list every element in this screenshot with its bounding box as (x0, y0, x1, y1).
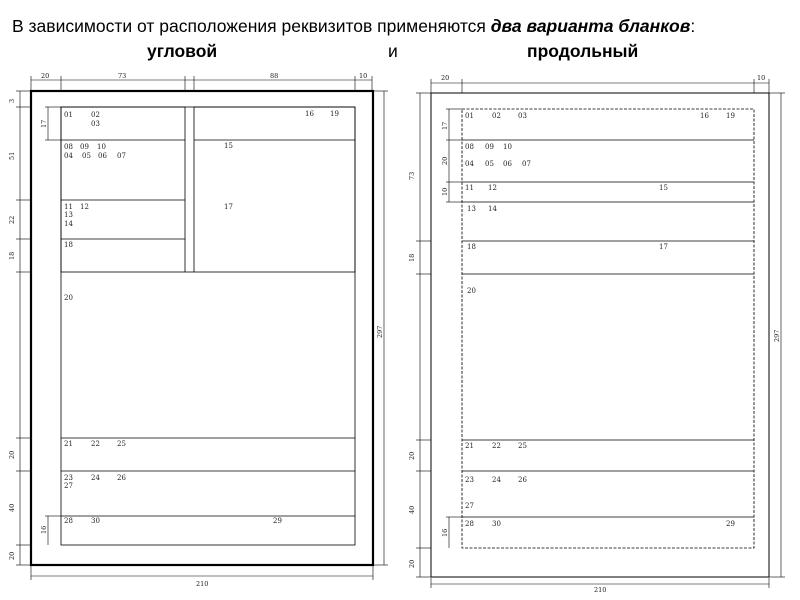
dim-side-73: 73 (408, 171, 416, 180)
code-13: 13 (467, 205, 476, 213)
title-colon: : (690, 16, 696, 36)
code-03: 03 (91, 120, 100, 128)
code-03: 03 (518, 112, 527, 120)
dim-top-margin: 20 (41, 72, 50, 80)
left-inner-frame (61, 107, 355, 545)
dim-width: 210 (594, 586, 607, 594)
right-caption: продольный (527, 41, 639, 61)
code-27: 27 (64, 482, 73, 490)
code-23: 23 (465, 476, 474, 484)
title-emphasis: два варианта бланков (490, 16, 691, 36)
dim-side-20b: 20 (8, 551, 16, 560)
code-24: 24 (492, 476, 501, 484)
code-01: 01 (64, 111, 73, 119)
code-22: 22 (91, 440, 100, 448)
code-04: 04 (465, 160, 474, 168)
left-form (8, 72, 388, 588)
code-20: 20 (64, 294, 73, 302)
code-20: 20 (467, 287, 476, 295)
code-10: 10 (97, 143, 106, 151)
code-26: 26 (117, 474, 126, 482)
dim-height: 297 (376, 325, 384, 338)
dim-side-16: 16 (441, 528, 449, 537)
code-23: 23 (64, 474, 73, 482)
code-24: 24 (91, 474, 100, 482)
mid-caption: и (388, 41, 398, 61)
code-28: 28 (64, 517, 73, 525)
code-17: 17 (659, 243, 668, 251)
code-06: 06 (503, 160, 512, 168)
code-02: 02 (492, 112, 501, 120)
dim-side-18: 18 (408, 253, 416, 262)
code-29: 29 (273, 517, 282, 525)
code-21: 21 (64, 440, 73, 448)
dim-top-right-margin: 10 (359, 72, 368, 80)
code-25: 25 (518, 442, 527, 450)
code-30: 30 (492, 520, 501, 528)
code-08: 08 (64, 143, 73, 151)
dim-side-51: 51 (8, 151, 16, 160)
dim-side-3: 3 (8, 98, 16, 103)
code-04: 04 (64, 152, 73, 160)
code-15: 15 (659, 184, 668, 192)
dim-side-17: 17 (40, 119, 48, 128)
right-inner-frame (462, 109, 754, 548)
code-09: 09 (485, 143, 494, 151)
dim-top-right-block: 88 (270, 72, 279, 80)
code-16: 16 (700, 112, 709, 120)
code-27: 27 (465, 502, 474, 510)
dim-width: 210 (196, 580, 209, 588)
dim-top-left-block: 73 (118, 72, 127, 80)
code-17: 17 (224, 203, 233, 211)
code-07: 07 (522, 160, 531, 168)
code-11: 11 (465, 184, 474, 192)
dim-side-17: 17 (441, 121, 449, 130)
code-19: 19 (330, 110, 339, 118)
right-sheet (431, 93, 769, 577)
left-corner-block (61, 107, 185, 272)
code-09: 09 (80, 143, 89, 151)
left-sheet (31, 91, 373, 565)
code-05: 05 (82, 152, 91, 160)
dim-side-20a: 20 (8, 450, 16, 459)
code-21: 21 (465, 442, 474, 450)
dim-height: 297 (773, 329, 781, 342)
left-right-block (194, 107, 355, 272)
code-11: 11 (64, 203, 73, 211)
code-07: 07 (117, 152, 126, 160)
dim-side-16: 16 (40, 525, 48, 534)
code-18: 18 (467, 243, 476, 251)
code-05: 05 (485, 160, 494, 168)
code-25: 25 (117, 440, 126, 448)
left-caption: угловой (147, 41, 218, 61)
code-18: 18 (64, 241, 73, 249)
code-10: 10 (503, 143, 512, 151)
code-16: 16 (305, 110, 314, 118)
code-08: 08 (465, 143, 474, 151)
dim-side-40: 40 (8, 503, 16, 512)
code-30: 30 (91, 517, 100, 525)
dim-side-10: 10 (441, 187, 449, 196)
code-29: 29 (726, 520, 735, 528)
code-01: 01 (465, 112, 474, 120)
title-text: В зависимости от расположения реквизитов применяются (12, 16, 491, 36)
code-14: 14 (64, 220, 73, 228)
dim-top-margin: 20 (441, 74, 450, 82)
dim-side-20a: 20 (408, 451, 416, 460)
code-22: 22 (492, 442, 501, 450)
code-12: 12 (488, 184, 497, 192)
dim-side-20b: 20 (408, 559, 416, 568)
code-28: 28 (465, 520, 474, 528)
code-12: 12 (80, 203, 89, 211)
code-14: 14 (488, 205, 497, 213)
dim-side-20: 20 (441, 156, 449, 165)
code-19: 19 (726, 112, 735, 120)
dim-side-18: 18 (8, 251, 16, 260)
code-26: 26 (518, 476, 527, 484)
code-15: 15 (224, 142, 233, 150)
dim-top-right-margin: 10 (757, 74, 766, 82)
right-form (408, 74, 785, 594)
dim-side-22: 22 (8, 215, 16, 224)
dim-side-40: 40 (408, 505, 416, 514)
code-02: 02 (91, 111, 100, 119)
code-13: 13 (64, 211, 73, 219)
code-06: 06 (98, 152, 107, 160)
